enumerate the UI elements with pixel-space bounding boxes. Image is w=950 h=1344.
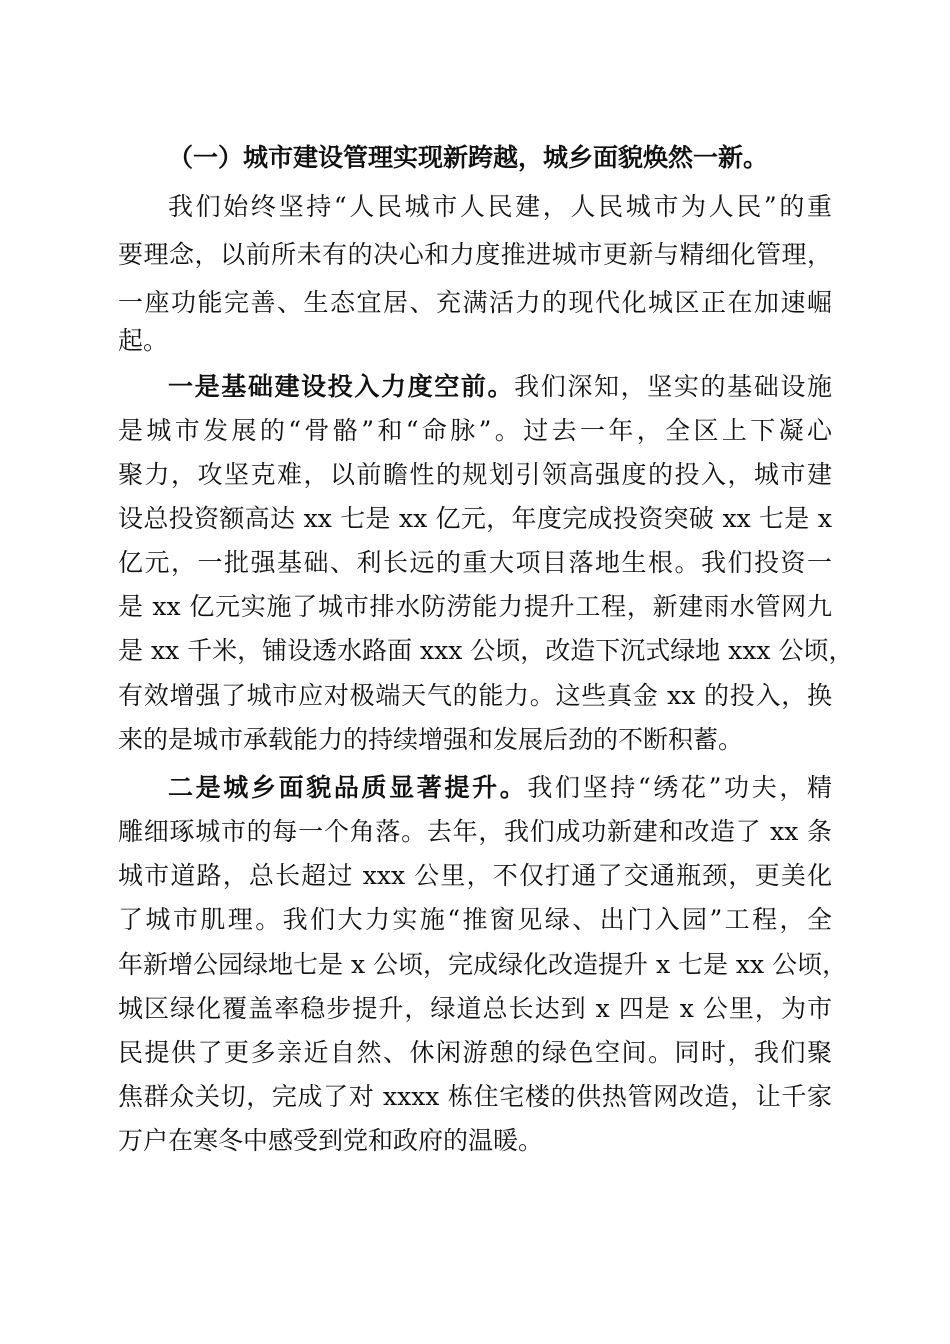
paragraph-3-first-line: [168, 764, 832, 812]
paragraph-2-line: 是 xx 亿元实施了城市排水防涝能力提升工程，新建雨水管网九: [118, 592, 832, 621]
paragraph-3-line: 了城市肌理。我们大力实施“推窗见绿、出门入园”工程，全: [118, 905, 832, 934]
paragraph-3-lead: 二是城乡面貌品质显著提升。: [168, 773, 528, 802]
paragraph-3-first-rest: 我们坚持“绣花”功夫，精: [527, 773, 832, 802]
paragraph-2-lead: 一是基础建设投入力度空前。: [168, 372, 515, 401]
paragraph-2-first-rest: 我们深知，坚实的基础设施: [514, 372, 832, 401]
paragraph-2-line: 来的是城市承载能力的持续增强和发展后劲的不断积蓄。: [118, 725, 744, 754]
paragraph-3-line: 年新增公园绿地七是 x 公顷，完成绿化改造提升 x 七是 xx 公顷，: [118, 950, 848, 979]
paragraph-3-line: 城区绿化覆盖率稳步提升，绿道总长达到 x 四是 x 公里，为市: [118, 994, 832, 1023]
paragraph-2-line: 亿元，一批强基础、利长远的重大项目落地生根。我们投资一: [118, 548, 832, 577]
paragraph-2-first-line: [168, 363, 832, 411]
paragraph-3-line: 民提供了更多亲近自然、休闲游憩的绿色空间。同时，我们聚: [118, 1038, 832, 1067]
paragraph-2-line: 是 xx 千米，铺设透水路面 xxx 公顷，改造下沉式绿地 xxx 公顷，: [118, 636, 854, 665]
paragraph-1-line: 起。: [118, 326, 169, 355]
paragraph-1-line: 一座功能完善、生态宜居、充满活力的现代化城区正在加速崛: [118, 288, 832, 317]
paragraph-2-line: 设总投资额高达 xx 七是 xx 亿元，年度完成投资突破 xx 七是 x: [118, 504, 832, 533]
paragraph-2-line: 聚力，攻坚克难，以前瞻性的规划引领高强度的投入，城市建: [118, 460, 832, 489]
paragraph-3-line: 万户在寒冬中感受到党和政府的温暖。: [118, 1126, 544, 1155]
section-heading: （一）城市建设管理实现新跨越，城乡面貌焕然一新。: [168, 143, 769, 172]
paragraph-3-line: 雕细琢城市的每一个角落。去年，我们成功新建和改造了 xx 条: [118, 817, 832, 846]
paragraph-1-line: 要理念，以前所未有的决心和力度推进城市更新与精细化管理，: [118, 240, 832, 269]
paragraph-1-line: 我们始终坚持“人民城市人民建，人民城市为人民”的重: [168, 192, 832, 221]
paragraph-2-line: 是城市发展的“骨骼”和“命脉”。过去一年，全区上下凝心: [118, 416, 832, 445]
paragraph-2-line: 有效增强了城市应对极端天气的能力。这些真金 xx 的投入，换: [118, 681, 832, 710]
paragraph-3-line: 焦群众关切，完成了对 xxxx 栋住宅楼的供热管网改造，让千家: [118, 1082, 832, 1111]
paragraph-3-line: 城市道路，总长超过 xxx 公里，不仅打通了交通瓶颈，更美化: [118, 861, 832, 890]
